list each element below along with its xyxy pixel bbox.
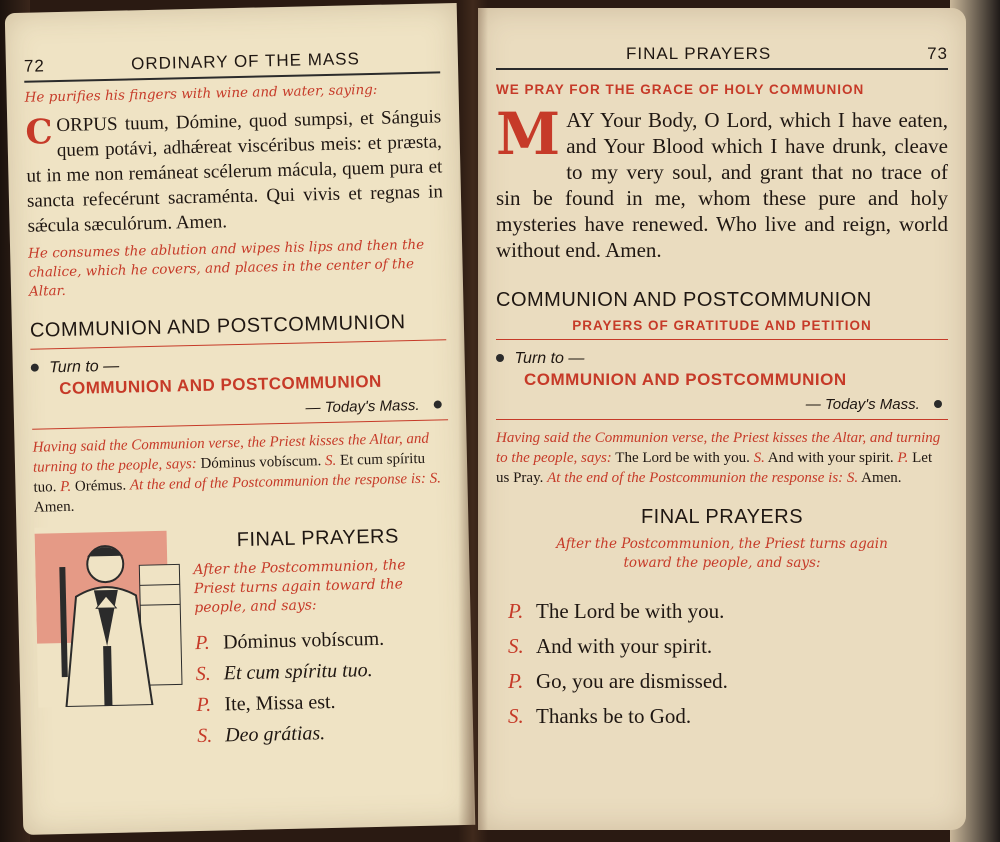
- text-segment: Orémus.: [74, 477, 127, 495]
- rubric-segment: P.: [897, 450, 909, 466]
- final-prayers-column: [192, 518, 449, 756]
- speaker: P.: [196, 693, 212, 717]
- rubric-segment: At the end of the Postcommunion the response is:: [547, 470, 844, 486]
- speaker: S.: [195, 662, 212, 686]
- turn-to-label: Turn to —: [49, 357, 120, 377]
- section-subtitle: PRAYERS OF GRATITUDE AND PETITION: [572, 318, 872, 333]
- speaker: S.: [508, 634, 524, 658]
- todays-mass: [14, 396, 442, 423]
- left-page-header: [24, 47, 440, 82]
- text-segment: Let us Pray.: [496, 450, 933, 486]
- rubric-segment: S.: [324, 452, 337, 470]
- rubric: He consumes the ablution and wipes his lips and then the chalice, which he covers, and places in the center of the Altar.: [28, 236, 425, 300]
- running-head: FINAL PRAYERS: [626, 44, 772, 63]
- text-segment: Et cum spíritu tuo.: [33, 450, 426, 496]
- rubric: He purifies his fingers with wine and water, saying:: [24, 81, 378, 106]
- speaker: P.: [508, 599, 524, 623]
- turn-to-target: COMMUNION AND POSTCOMMUNION: [59, 371, 383, 399]
- rubric-segment: At the end of the Postcommunion the response is:: [129, 470, 427, 494]
- line-text: Deo grátias.: [224, 722, 326, 747]
- page-number: 73: [927, 44, 948, 63]
- left-page: [5, 3, 476, 835]
- text-segment: And with your spirit.: [767, 450, 894, 466]
- prayer-text: AY Your Body, O Lord, which I have eaten, and Your Blood which I have drunk, cleave to my very soul, and grant that no trace of sin be found in me, whom these pure and holy mysteries have renewed. Who live and reign, world without end. Amen.: [496, 108, 948, 262]
- bullet-dot-icon: [496, 354, 504, 362]
- latin-prayer: [25, 104, 444, 238]
- rubric-segment: Having said the Communion verse, the Priest kisses the Altar, and turning to the people, says:: [32, 430, 430, 476]
- divider: [496, 419, 948, 420]
- turn-to-target: COMMUNION AND POSTCOMMUNION: [524, 370, 847, 389]
- bullet-dot-icon: [31, 363, 39, 371]
- english-prayer: [496, 100, 948, 263]
- dialogue-line: [508, 704, 942, 729]
- line-text: Dóminus vobíscum.: [222, 627, 385, 654]
- rubric-segment: S.: [846, 470, 859, 486]
- rubric-segment: S.: [753, 450, 765, 466]
- line-text: Thanks be to God.: [536, 704, 692, 728]
- dialogue-line: [508, 634, 942, 659]
- speaker: P.: [508, 669, 524, 693]
- dialogue-line: [508, 599, 942, 624]
- final-rubric: After the Postcommunion, the Priest turns again toward the people, and says:: [556, 536, 888, 571]
- drop-cap: C: [24, 112, 53, 153]
- dialogue-line: [196, 688, 448, 717]
- speaker: P.: [194, 631, 210, 655]
- todays-mass-label: — Today's Mass.: [805, 396, 920, 413]
- speaker: S.: [196, 724, 213, 748]
- page-number: 72: [23, 56, 46, 76]
- dialogue-line: [196, 657, 448, 686]
- line-text: Go, you are dismissed.: [536, 669, 728, 693]
- final-prayers-title: FINAL PRAYERS: [640, 506, 804, 528]
- todays-mass-label: — Today's Mass.: [305, 396, 420, 417]
- bullet-dot-icon: [934, 400, 942, 408]
- dialogue-line: [508, 669, 942, 694]
- text-segment: Amen.: [861, 470, 902, 486]
- communion-rubric: [32, 428, 450, 517]
- prayer-heading: WE PRAY FOR THE GRACE OF HOLY COMMUNION: [496, 82, 865, 97]
- line-text: Ite, Missa est.: [224, 690, 336, 716]
- turn-to: [496, 350, 948, 368]
- rubric-segment: S.: [429, 470, 442, 487]
- dialogue: [195, 626, 450, 748]
- divider: [496, 339, 948, 340]
- running-head: ORDINARY OF THE MASS: [130, 49, 361, 74]
- line-text: And with your spirit.: [536, 634, 713, 658]
- drop-cap: M: [496, 100, 561, 168]
- text-segment: Amen.: [33, 498, 75, 516]
- final-rubric: After the Postcommunion, the Priest turns again toward the people, and says:: [193, 557, 406, 617]
- speaker: S.: [508, 704, 524, 728]
- dialogue: [508, 599, 942, 729]
- bullet-dot-icon: [434, 400, 442, 408]
- line-text: Et cum spíritu tuo.: [223, 659, 373, 685]
- rubric-segment: P.: [59, 478, 72, 496]
- line-text: The Lord be with you.: [536, 599, 725, 623]
- dialogue-line: [195, 626, 447, 655]
- turn-to-label: Turn to —: [514, 350, 585, 367]
- prayer-text: ORPUS tuum, Dómine, quod sumpsi, et Sánguis quem potávi, adhǽreat viscéribus meis: et præsta, ut in me non remáneat scélerum mácula, quem pura et sancta refecérunt sacraménta. Qui vivis et regnas in sǽcula sæculórum. Amen.: [26, 106, 444, 237]
- final-prayers-title: FINAL PRAYERS: [236, 525, 400, 552]
- right-page-header: [496, 44, 948, 70]
- priest-illustration: [34, 524, 186, 707]
- communion-rubric: [496, 428, 948, 488]
- todays-mass: [478, 396, 942, 413]
- right-page: [478, 8, 966, 830]
- text-segment: Dóminus vobíscum.: [200, 453, 322, 472]
- final-prayers-block: [34, 518, 473, 760]
- text-segment: The Lord be with you.: [615, 450, 750, 466]
- section-title: COMMUNION AND POSTCOMMUNION: [29, 311, 406, 342]
- dialogue-line: [197, 719, 449, 748]
- rubric-segment: Having said the Communion verse, the Priest kisses the Altar, and turning to the people, says:: [496, 430, 941, 466]
- section-title: COMMUNION AND POSTCOMMUNION: [496, 289, 872, 311]
